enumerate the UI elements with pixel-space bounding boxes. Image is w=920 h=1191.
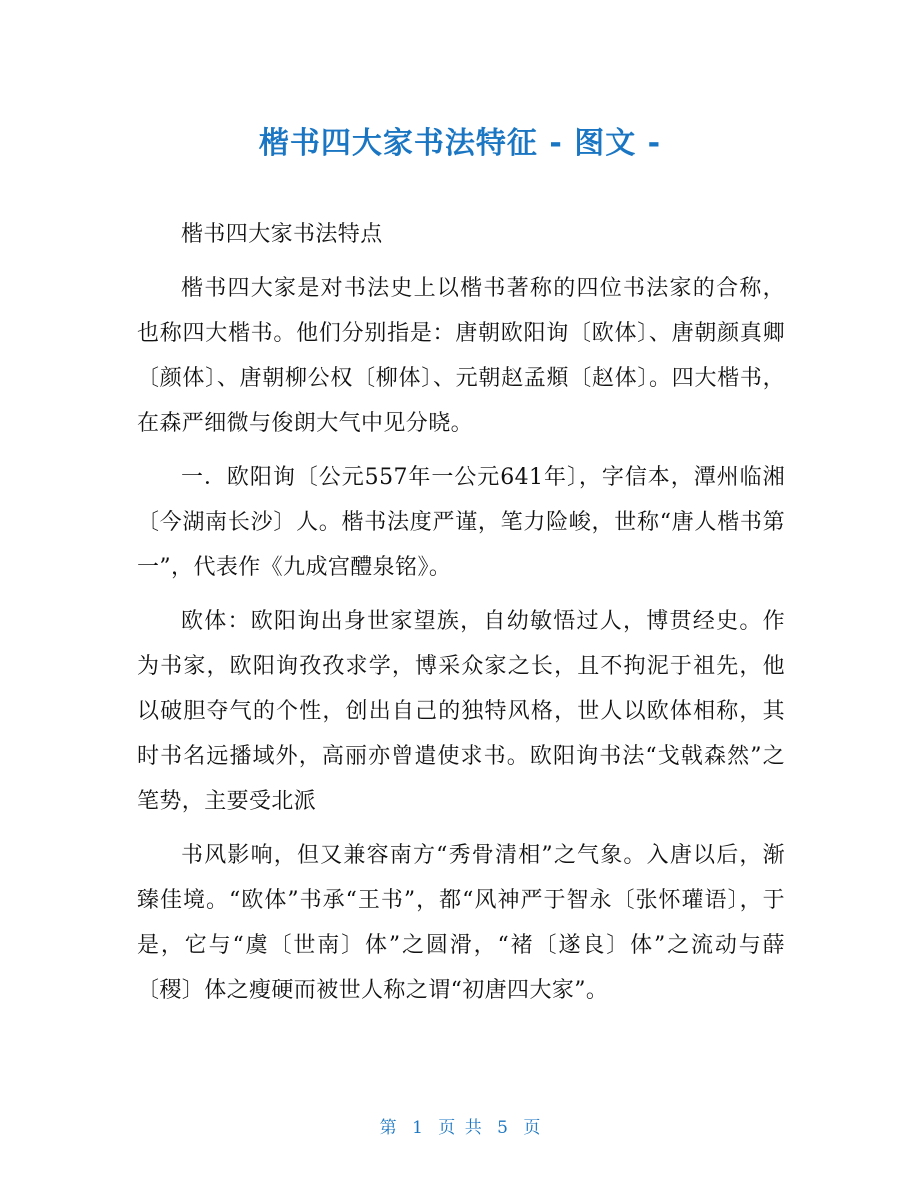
paragraph-ou-style: 欧体：欧阳询出身世家望族，自幼敏悟过人，博贯经史。作为书家，欧阳询孜孜求学，博采众家之长，且不拘泥于祖先，他以破胆夺气的个性，创出自己的独特风格，世人以欧体相称，其时书名远播域外，高丽亦曾遣使求书。欧阳询书法“戈戟森然”之笔势，主要受北派 (137, 609, 785, 814)
footer-middle: 页 共 (438, 1118, 482, 1138)
paragraph-heading: 楷书四大家书法特点 (181, 222, 383, 247)
paragraph-intro: 楷书四大家是对书法史上以楷书著称的四位书法家的合称，也称四大楷书。他们分别指是：唐朝欧阳询〔欧体〕、唐朝颜真卿〔颜体〕、唐朝柳公权〔柳体〕、元朝赵孟頫〔赵体〕。四大楷书，在森严细微与俊朗大气中见分晓。 (137, 276, 785, 436)
footer-prefix: 第 (379, 1118, 397, 1138)
page-footer (0, 1113, 920, 1138)
document-body (137, 212, 785, 1022)
footer-suffix: 页 (523, 1118, 541, 1138)
paragraph-ouyang-xun: 一．欧阳询〔公元557年一公元641年〕，字信本，潭州临湘〔今湖南长沙〕人。楷书法度严谨，笔力险峻，世称“唐人楷书第一”，代表作《九成宫醴泉铭》。 (137, 465, 785, 580)
document-title: 楷书四大家书法特征 - 图文 - (258, 126, 662, 161)
paragraph-ou-style-continued: 书风影响，但又兼容南方“秀骨清相”之气象。入唐以后，渐臻佳境。“欧体”书承“王书”，都“风神严于智永〔张怀瓘语〕，于是，它与“虞〔世南〕体”之圆滑，“褚〔遂良〕体”之流动与薛〔稷〕体之瘦硬而被世人称之谓“初唐四大家”。 (137, 843, 785, 1003)
total-pages-number: 5 (497, 1118, 508, 1138)
current-page-number: 1 (412, 1118, 423, 1138)
